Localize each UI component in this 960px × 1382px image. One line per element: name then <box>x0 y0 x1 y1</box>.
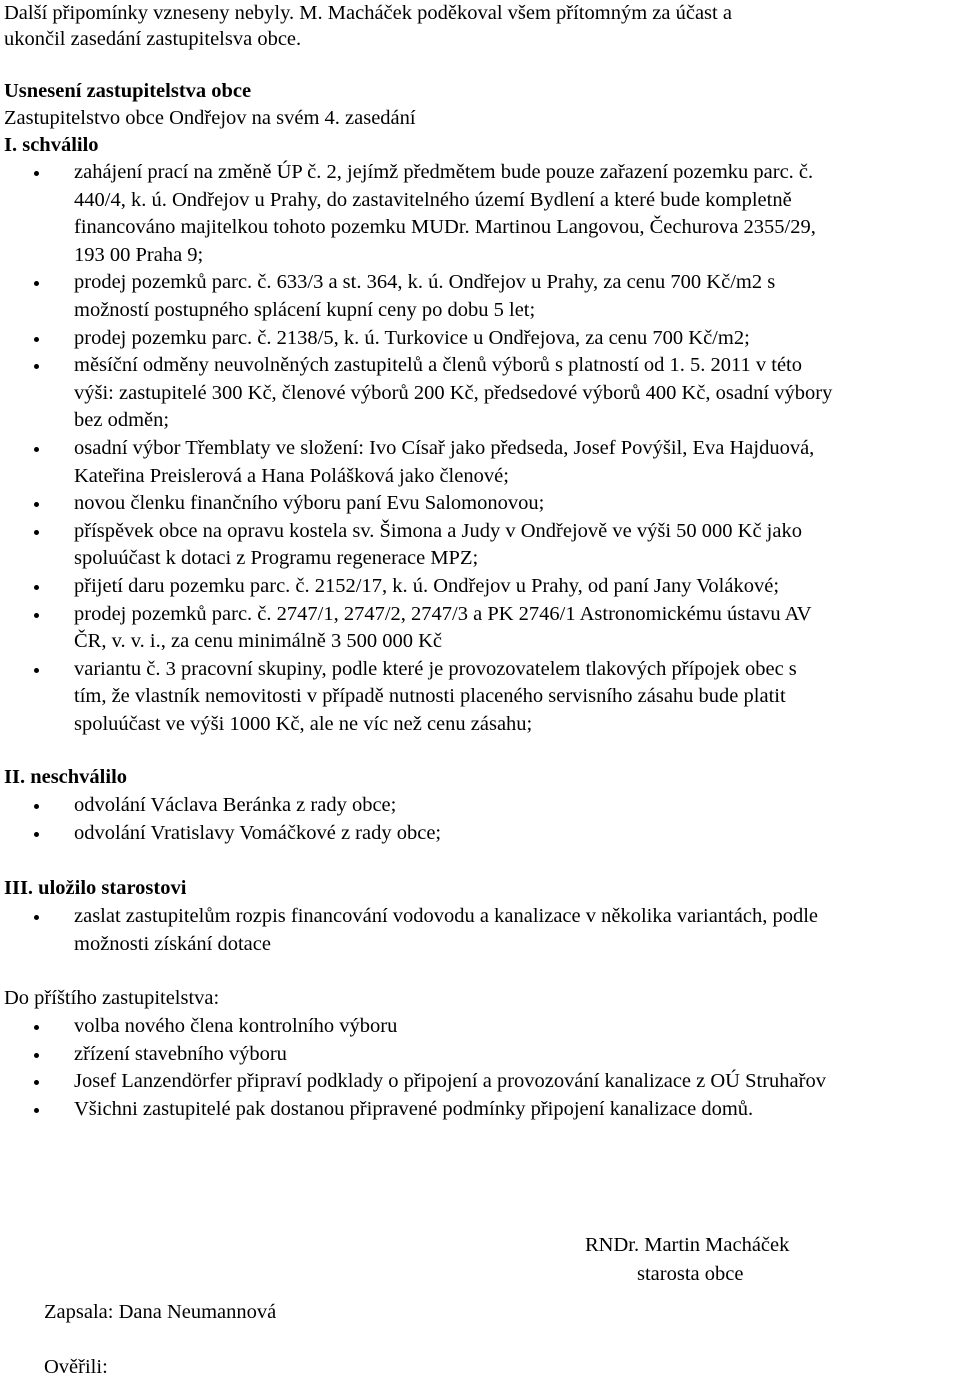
list-item-line: 440/4, k. ú. Ondřejov u Prahy, do zastavitelného území Bydlení a které bude kompletně <box>74 188 792 211</box>
intro-line-1: Další připomínky vzneseny nebyly. M. Macháček poděkoval všem přítomným za účast a <box>4 2 732 24</box>
list-item <box>74 820 954 848</box>
signature-role: starosta obce <box>637 1263 744 1285</box>
list-item-line: novou členku finančního výboru paní Evu Salomonovou; <box>74 492 545 515</box>
recorded-by: Zapsala: Dana Neumannová <box>44 1301 277 1323</box>
list-item-line: volba nového člena kontrolního výboru <box>74 1015 398 1037</box>
list-item-line: výši: zastupitelé 300 Kč, členové výborů 200 Kč, předsedové výborů 400 Kč, osadní výbory <box>74 381 833 404</box>
list-item <box>74 656 954 739</box>
list-item-line: možností postupného splácení kupní ceny po dobu 5 let; <box>74 298 536 321</box>
list-item <box>74 490 954 518</box>
list-item <box>74 1013 954 1041</box>
section-2-title: II. neschválilo <box>4 766 128 788</box>
list-item-line: spoluúčast k dotaci z Programu regenerace MPZ; <box>74 547 479 570</box>
list-item-line: Všichni zastupitelé pak dostanou připravené podmínky připojení kanalizace domů. <box>74 1097 754 1120</box>
list-item-line: přijetí daru pozemku parc. č. 2152/17, k. ú. Ondřejov u Prahy, od paní Jany Volákové; <box>74 575 780 597</box>
resolution-subheading: Zastupitelstvo obce Ondřejov na svém 4. zasedání <box>4 107 416 129</box>
list-item-line: Kateřina Preislerová a Hana Polášková jako členové; <box>74 464 509 487</box>
list-item-line: zahájení prací na změně ÚP č. 2, jejímž předmětem bude pouze zařazení pozemku parc. č. <box>74 161 814 183</box>
signature-name: RNDr. Martin Macháček <box>585 1234 790 1256</box>
list-item <box>74 1068 954 1096</box>
list-item <box>74 325 954 353</box>
list-item-line: měsíční odměny neuvolněných zastupitelů a členů výborů s platností od 1. 5. 2011 v této <box>74 354 802 377</box>
list-item-line: Josef Lanzendörfer připraví podklady o připojení a provozování kanalizace z OÚ Struhařov <box>74 1070 826 1092</box>
section-3-title: III. uložilo starostovi <box>4 877 187 899</box>
resolution-heading: Usnesení zastupitelstva obce <box>4 80 252 102</box>
list-item-line: možnosti získání dotace <box>74 932 271 955</box>
list-item-line: odvolání Vratislavy Vomáčkové z rady obce; <box>74 821 442 844</box>
next-meeting-title: Do příštího zastupitelstva: <box>4 987 220 1009</box>
list-item-line: financováno majitelkou tohoto pozemku MUDr. Martinou Langovou, Čechurova 2355/29, <box>74 216 816 238</box>
list-item-line: odvolání Václava Beránka z rady obce; <box>74 794 397 816</box>
verified-by: Ověřili: <box>44 1356 108 1378</box>
list-item <box>74 1096 954 1124</box>
list-item-line: osadní výbor Třemblaty ve složení: Ivo Císař jako předseda, Josef Povýšil, Eva Hajduová, <box>74 437 815 459</box>
list-item <box>74 573 954 601</box>
list-item-line: příspěvek obce na opravu kostela sv. Šimona a Judy v Ondřejově ve výši 50 000 Kč jako <box>74 519 802 542</box>
list-item-line: zaslat zastupitelům rozpis financování vodovodu a kanalizace v několika variantách, podle <box>74 905 818 927</box>
section-1-title: I. schválilo <box>4 134 99 156</box>
list-item <box>74 435 954 490</box>
list-item <box>74 269 954 324</box>
list-item <box>74 903 954 958</box>
list-item-line: prodej pozemků parc. č. 633/3 a st. 364, k. ú. Ondřejov u Prahy, za cenu 700 Kč/m2 s <box>74 271 776 294</box>
list-item <box>74 159 954 269</box>
list-item-line: spoluúčast ve výši 1000 Kč, ale ne víc než cenu zásahu; <box>74 712 533 735</box>
list-item <box>74 601 954 656</box>
list-item-line: variantu č. 3 pracovní skupiny, podle které je provozovatelem tlakových přípojek obec s <box>74 657 797 680</box>
list-item <box>74 352 954 435</box>
list-item-line: bez odměn; <box>74 409 170 432</box>
list-item-line: prodej pozemku parc. č. 2138/5, k. ú. Turkovice u Ondřejova, za cenu 700 Kč/m2; <box>74 326 750 349</box>
list-item <box>74 518 954 573</box>
list-item-line: zřízení stavebního výboru <box>74 1042 287 1065</box>
list-item-line: tím, že vlastník nemovitosti v případě nutnosti placeného servisního zásahu bude platit <box>74 685 786 708</box>
intro-line-2: ukončil zasedání zastupitelsva obce. <box>4 28 302 50</box>
list-item-line: ČR, v. v. i., za cenu minimálně 3 500 000 Kč <box>74 630 442 653</box>
list-item-line: 193 00 Praha 9; <box>74 243 204 266</box>
list-item <box>74 792 954 820</box>
list-item-line: prodej pozemků parc. č. 2747/1, 2747/2, 2747/3 a PK 2746/1 Astronomickému ústavu AV <box>74 602 812 625</box>
list-item <box>74 1041 954 1069</box>
